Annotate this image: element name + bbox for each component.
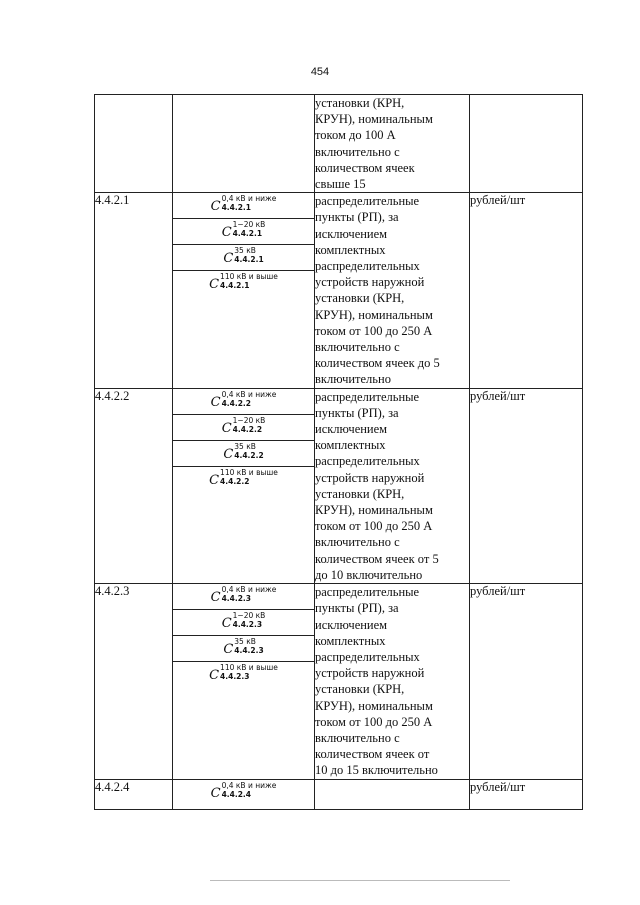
formula-symbol: C	[209, 277, 220, 293]
formula-superscript: 0,4 кВ и ниже	[221, 780, 277, 790]
description-line: пункты (РП), за	[315, 405, 399, 420]
formula-superscript: 110 кВ и выше	[220, 663, 278, 673]
description-line: комплектных	[315, 438, 386, 453]
description-line: включительно с	[315, 340, 400, 355]
formula-cell	[173, 584, 315, 779]
formula-superscript: 35 кВ	[234, 441, 256, 451]
rate-formula	[173, 443, 314, 462]
scan-artifact-line	[210, 880, 510, 881]
description-line: устройств наружной	[315, 666, 425, 681]
description-line: комплектных	[315, 633, 386, 648]
description-line: КРУН), номинальным	[315, 112, 433, 127]
row-code: 4.4.2.2	[95, 388, 173, 583]
description-line: установки (КРН,	[315, 682, 405, 697]
description-line: включительно	[315, 372, 391, 387]
formula-superscript: 1−20 кВ	[232, 611, 266, 621]
row-unit	[470, 95, 583, 193]
formula-cell	[173, 779, 315, 809]
formula-symbol: C	[223, 251, 234, 267]
formula-subscript: 4.4.2.2	[220, 476, 250, 486]
description-line: установки (КРН,	[315, 486, 405, 501]
rate-formula	[173, 612, 314, 631]
description-line: распределительные	[315, 585, 420, 600]
description-line: КРУН), номинальным	[315, 503, 433, 518]
page-number: 454	[310, 66, 330, 78]
row-unit: рублей/шт	[470, 779, 583, 809]
description-line: исключением	[315, 422, 388, 437]
row-description	[315, 388, 470, 583]
formula-symbol: C	[210, 590, 221, 606]
row-code: 4.4.2.4	[95, 779, 173, 809]
description-line: пункты (РП), за	[315, 210, 399, 225]
formula-cell	[173, 193, 315, 388]
formula-symbol: C	[210, 785, 221, 801]
description-line: включительно с	[315, 144, 400, 159]
description-line: током от 100 до 250 А	[315, 323, 433, 338]
description-line: устройств наружной	[315, 470, 425, 485]
formula-symbol: C	[221, 420, 232, 436]
formula-subscript: 4.4.2.3	[234, 646, 264, 656]
description-line: распределительные	[315, 389, 420, 404]
formula-symbol: C	[221, 616, 232, 632]
row-description	[315, 193, 470, 388]
description-line: включительно с	[315, 535, 400, 550]
description-line: комплектных	[315, 242, 386, 257]
formula-subcell	[173, 584, 314, 610]
rate-formula	[173, 638, 314, 657]
formula-superscript: 1−20 кВ	[232, 220, 266, 230]
row-unit: рублей/шт	[470, 193, 583, 388]
description-line: током от 100 до 250 А	[315, 714, 433, 729]
rate-formula	[173, 782, 314, 801]
description-line: распределительные	[315, 194, 420, 209]
formula-subcell	[173, 219, 314, 245]
formula-subcell	[173, 245, 314, 271]
description-line: распределительных	[315, 259, 420, 274]
formula-subscript: 4.4.2.2	[221, 398, 251, 408]
rate-formula	[173, 664, 314, 683]
description-line: количеством ячеек до 5	[315, 356, 440, 371]
row-code	[95, 95, 173, 193]
rate-formula	[173, 417, 314, 436]
rate-formula	[173, 469, 314, 488]
row-description	[315, 779, 470, 809]
formula-subcell	[173, 610, 314, 636]
description-line: исключением	[315, 617, 388, 632]
formula-subscript: 4.4.2.3	[232, 620, 263, 630]
description-line: пункты (РП), за	[315, 601, 399, 616]
formula-subcell	[173, 636, 314, 662]
formula-subscript: 4.4.2.2	[234, 450, 264, 460]
table-row	[95, 95, 583, 193]
formula-superscript: 0,4 кВ и ниже	[221, 389, 277, 399]
description-line: током от 100 до 250 А	[315, 519, 433, 534]
description-line: КРУН), номинальным	[315, 698, 433, 713]
formula-subscript: 4.4.2.3	[221, 594, 251, 604]
description-line: количеством ячеек от	[315, 747, 430, 762]
table-row	[95, 779, 583, 809]
formula-symbol: C	[221, 225, 232, 241]
description-line: до 10 включительно	[315, 567, 423, 582]
formula-subscript: 4.4.2.1	[232, 229, 263, 239]
formula-symbol: C	[223, 642, 234, 658]
description-line: установки (КРН,	[315, 291, 405, 306]
formula-symbol: C	[210, 394, 221, 410]
formula-symbol: C	[223, 446, 234, 462]
formula-superscript: 35 кВ	[234, 637, 256, 647]
formula-symbol: C	[209, 668, 220, 684]
table-row	[95, 388, 583, 583]
rate-formula	[173, 391, 314, 410]
formula-superscript: 0,4 кВ и ниже	[221, 585, 277, 595]
formula-symbol: C	[209, 472, 220, 488]
formula-subcell	[173, 467, 314, 492]
formula-subscript: 4.4.2.1	[220, 281, 250, 291]
table-row	[95, 584, 583, 779]
description-line: 10 до 15 включительно	[315, 763, 438, 778]
row-description	[315, 95, 470, 193]
row-unit: рублей/шт	[470, 388, 583, 583]
description-line: распределительных	[315, 454, 420, 469]
formula-cell	[173, 388, 315, 583]
formula-subscript: 4.4.2.2	[232, 424, 263, 434]
formula-subscript: 4.4.2.4	[221, 789, 251, 799]
row-description	[315, 584, 470, 779]
formula-superscript: 110 кВ и выше	[220, 467, 278, 477]
description-line: распределительных	[315, 649, 420, 664]
description-line: исключением	[315, 226, 388, 241]
formula-superscript: 1−20 кВ	[232, 415, 266, 425]
rate-formula	[173, 247, 314, 266]
formula-subscript: 4.4.2.1	[234, 255, 264, 265]
formula-subscript: 4.4.2.1	[221, 203, 251, 213]
rate-formula	[173, 221, 314, 240]
formula-superscript: 35 кВ	[234, 246, 256, 256]
description-line: током до 100 А	[315, 128, 396, 143]
formula-superscript: 110 кВ и выше	[220, 272, 278, 282]
row-code: 4.4.2.1	[95, 193, 173, 388]
formula-superscript: 0,4 кВ и ниже	[221, 194, 277, 204]
formula-subcell	[173, 662, 314, 687]
rate-formula	[173, 586, 314, 605]
description-line: количеством ячеек от 5	[315, 551, 439, 566]
description-line: включительно с	[315, 730, 400, 745]
description-line: количеством ячеек	[315, 160, 415, 175]
rate-formula	[173, 195, 314, 214]
formula-subscript: 4.4.2.3	[220, 672, 250, 682]
formula-subcell	[173, 441, 314, 467]
formula-subcell	[173, 271, 314, 296]
row-code: 4.4.2.3	[95, 584, 173, 779]
formula-subcell	[173, 415, 314, 441]
formula-subcell	[173, 389, 314, 415]
description-line: установки (КРН,	[315, 96, 405, 110]
formula-subcell	[173, 193, 314, 219]
description-line: КРУН), номинальным	[315, 307, 433, 322]
description-line: устройств наружной	[315, 275, 425, 290]
description-line: свыше 15	[315, 177, 366, 192]
tariff-table	[94, 94, 583, 810]
formula-cell	[173, 95, 315, 193]
rate-formula	[173, 273, 314, 292]
formula-subcell	[173, 780, 314, 805]
table-row	[95, 193, 583, 388]
formula-symbol: C	[210, 199, 221, 215]
row-unit: рублей/шт	[470, 584, 583, 779]
